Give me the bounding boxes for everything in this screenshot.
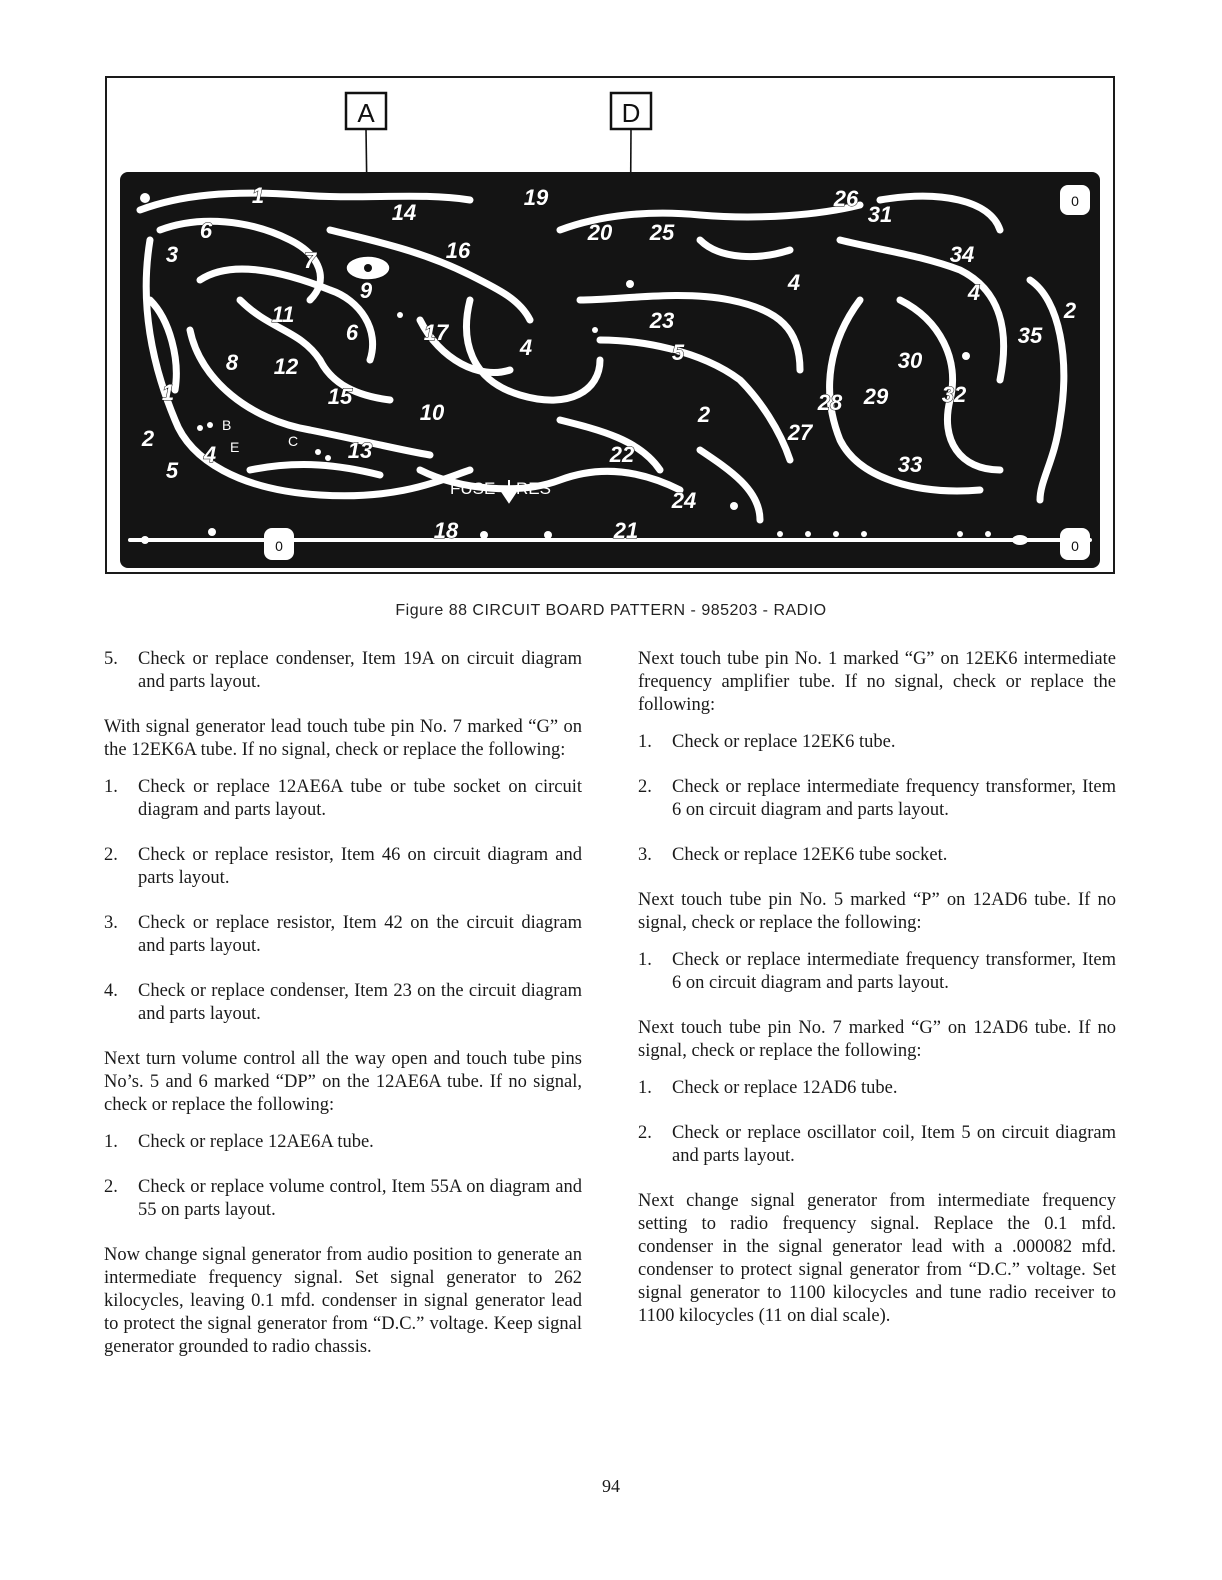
paragraph: With signal generator lead touch tube pin No. 7 marked “G” on the 12EK6A tube. If no signal, check or replace the following:: [104, 717, 582, 760]
board-number-label: 28: [817, 390, 843, 415]
list-item-text: Check or replace condenser, Item 19A on circuit diagram and parts layout.: [138, 649, 582, 692]
list-item-number: 2.: [638, 777, 652, 797]
board-number-label: 7: [303, 248, 317, 273]
list-item-number: 2.: [638, 1123, 652, 1143]
board-number-label: 6: [345, 320, 359, 345]
list-item: [104, 1176, 582, 1222]
board-number-label: 23: [649, 308, 675, 333]
board-number-label: 27: [787, 420, 813, 445]
board-number-label: 5: [165, 458, 179, 483]
board-number-label: 20: [587, 220, 613, 245]
board-number-label: 2: [141, 426, 155, 451]
list-item: [104, 1131, 582, 1154]
list-item-text: Check or replace resistor, Item 42 on the circuit diagram and parts layout.: [138, 913, 582, 956]
board-number-label: 13: [347, 438, 373, 463]
list-item: [104, 776, 582, 822]
board-number-label: 35: [1017, 323, 1043, 348]
board-number-label: 1: [251, 183, 265, 208]
list-item-text: Check or replace oscillator coil, Item 5 on circuit diagram and parts layout.: [672, 1123, 1116, 1166]
list-item: [638, 949, 1116, 995]
step-list: [104, 648, 582, 694]
list-item: [638, 1077, 1116, 1100]
list-item-text: Check or replace intermediate frequency transformer, Item 6 on circuit diagram and parts layout.: [672, 777, 1116, 820]
list-item-number: 5.: [104, 649, 118, 669]
list-item-text: Check or replace volume control, Item 55A on diagram and 55 on parts layout.: [138, 1177, 582, 1220]
board-number-label: 19: [523, 185, 549, 210]
step-list: [638, 1077, 1116, 1168]
step-list: [638, 949, 1116, 995]
list-item-number: 2.: [104, 1177, 118, 1197]
board-number-label: 18: [433, 518, 459, 543]
board-number-label: 17: [423, 320, 449, 345]
page-number: 94: [602, 1476, 620, 1496]
board-number-label: 6: [199, 218, 213, 243]
board-number-label: 2: [1063, 298, 1077, 323]
svg-text:0: 0: [275, 538, 283, 554]
list-item-text: Check or replace 12EK6 tube socket.: [672, 845, 948, 865]
board-number-label: 21: [613, 518, 639, 543]
res-label: RES: [516, 479, 551, 498]
board-number-label: 32: [941, 382, 967, 407]
board-number-label: 16: [445, 238, 471, 263]
paragraph: Next touch tube pin No. 5 marked “P” on 12AD6 tube. If no signal, check or replace the following:: [638, 890, 1116, 933]
right-column: [638, 648, 1116, 1342]
board-number-label: 4: [787, 270, 801, 295]
list-item: [104, 980, 582, 1026]
board-number-label: 14: [391, 200, 417, 225]
corner-label-c: C: [288, 433, 299, 449]
list-item-number: 1.: [638, 732, 652, 752]
board-number-label: 9: [359, 278, 373, 303]
paragraph: Next touch tube pin No. 7 marked “G” on 12AD6 tube. If no signal, check or replace the following:: [638, 1018, 1116, 1061]
list-item: [638, 776, 1116, 822]
board-number-label: 12: [273, 354, 299, 379]
list-item: [104, 648, 582, 694]
list-item-text: Check or replace 12AD6 tube.: [672, 1078, 898, 1098]
step-list: [638, 731, 1116, 867]
list-item-number: 1.: [638, 1078, 652, 1098]
board-number-label: 31: [867, 202, 893, 227]
callout-a-label: A: [357, 98, 375, 128]
corner-label-e: E: [230, 439, 240, 455]
board-number-label: 4: [967, 280, 981, 305]
board-number-label: 1: [161, 380, 175, 405]
list-item-text: Check or replace resistor, Item 46 on circuit diagram and parts layout.: [138, 845, 582, 888]
board-number-label: 4: [519, 335, 533, 360]
board-number-label: 8: [225, 350, 239, 375]
list-item-number: 3.: [638, 845, 652, 865]
fuse-label: FUSE: [450, 479, 496, 498]
list-item-number: 4.: [104, 981, 118, 1001]
list-item-number: 2.: [104, 845, 118, 865]
callout-d-label: D: [621, 98, 641, 128]
board-number-label: 33: [897, 452, 923, 477]
board-number-label: 34: [949, 242, 975, 267]
list-item-number: 1.: [638, 950, 652, 970]
board-number-label: 26: [833, 186, 859, 211]
svg-text:0: 0: [1071, 538, 1079, 554]
list-item: [638, 844, 1116, 867]
board-number-label: 3: [165, 242, 179, 267]
board-number-label: 10: [419, 400, 445, 425]
list-item-text: Check or replace condenser, Item 23 on the circuit diagram and parts layout.: [138, 981, 582, 1024]
list-item-number: 3.: [104, 913, 118, 933]
step-list: [104, 1131, 582, 1222]
board-number-label: 4: [203, 442, 217, 467]
list-item-text: Check or replace 12AE6A tube.: [138, 1132, 374, 1152]
list-item: [104, 912, 582, 958]
circuit-board-figure: [0, 0, 1222, 600]
list-item: [104, 844, 582, 890]
step-list: [104, 776, 582, 1026]
list-item-text: Check or replace intermediate frequency transformer, Item 6 on circuit diagram and parts layout.: [672, 950, 1116, 993]
list-item: [638, 731, 1116, 754]
list-item-text: Check or replace 12AE6A tube or tube socket on circuit diagram and parts layout.: [138, 777, 582, 820]
paragraph: Next turn volume control all the way open and touch tube pins No’s. 5 and 6 marked “DP” on the 12AE6A tube. If no signal, check or replace the following:: [104, 1049, 582, 1115]
corner-label-b: B: [222, 417, 232, 433]
paragraph: Next touch tube pin No. 1 marked “G” on 12EK6 intermediate frequency amplifier tube. If no signal, check or replace the following:: [638, 649, 1116, 715]
figure-caption: Figure 88 CIRCUIT BOARD PATTERN - 985203 - RADIO: [395, 602, 827, 619]
board-number-label: 11: [271, 302, 295, 327]
list-item-number: 1.: [104, 777, 118, 797]
paragraph: Next change signal generator from intermediate frequency setting to radio frequency signal. Replace the 0.1 mfd. condenser in the signal generator lead with a .000082 mfd. condenser to protect signal generator from “D.C.” voltage. Set signal generator to 1100 kilocycles and tune radio receiver to 1100 kilocycles (11 on dial scale).: [638, 1191, 1116, 1326]
board-number-label: 25: [649, 220, 675, 245]
board-number-label: 2: [697, 402, 711, 427]
list-item: [638, 1122, 1116, 1168]
list-item-number: 1.: [104, 1132, 118, 1152]
paragraph: Now change signal generator from audio position to generate an intermediate frequency signal. Set signal generator to 262 kilocycles, leaving 0.1 mfd. condenser in signal generator lead to protect the signal generator from “D.C.” voltage. Keep signal generator grounded to radio chassis.: [104, 1245, 582, 1357]
left-column: [104, 648, 582, 1373]
svg-text:0: 0: [1071, 193, 1079, 209]
board-number-label: 24: [671, 488, 697, 513]
board-number-label: 5: [671, 340, 685, 365]
board-number-label: 29: [863, 384, 889, 409]
list-item-text: Check or replace 12EK6 tube.: [672, 732, 896, 752]
board-number-label: 15: [327, 384, 353, 409]
board-number-label: 22: [609, 442, 635, 467]
board-number-label: 30: [897, 348, 923, 373]
